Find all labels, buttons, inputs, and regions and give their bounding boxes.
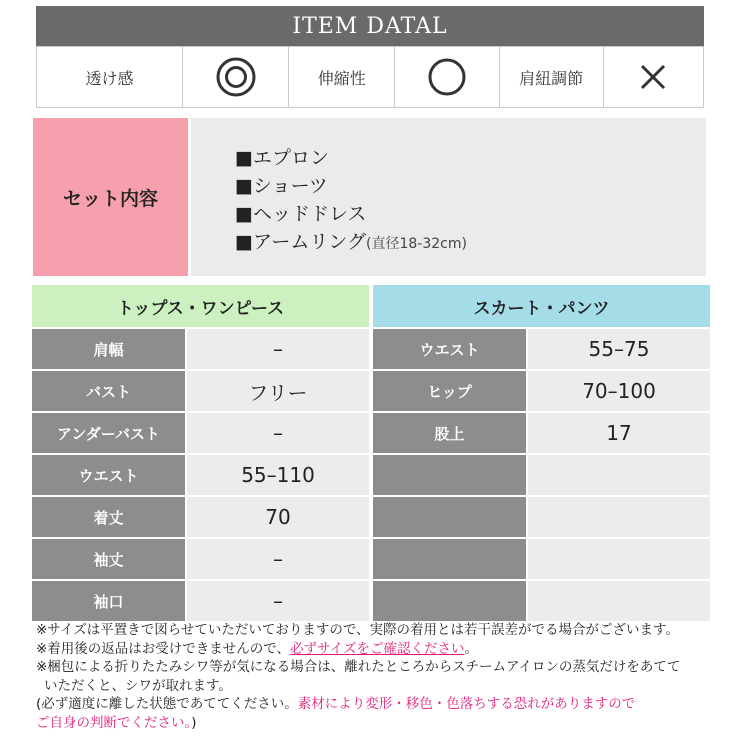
skirt-header: スカート・パンツ [373,285,710,327]
note-close-paren: ) [191,714,197,731]
tops-label-underbust: アンダーバスト [32,413,185,453]
tops-header: トップス・ワンピース [32,285,369,327]
skirt-label-empty [373,497,526,537]
skirt-label-rise: 股上 [373,413,526,453]
skirt-value-empty [528,455,710,495]
set-contents-label: セット内容 [33,118,188,276]
set-contents-list [191,118,706,276]
stretch-label: 伸縮性 [289,47,395,107]
note-wrinkles-cont: いただくと、シワが取れます。 [44,677,232,694]
tops-label-bust: バスト [32,371,185,411]
tops-value-underbust: – [187,413,369,453]
note-judgement [36,714,726,733]
tops-label-shoulder: 肩幅 [32,329,185,369]
set-item-armring-label: ■アームリング [235,231,367,253]
skirt-label-waist: ウエスト [373,329,526,369]
transparency-label: 透け感 [37,47,183,107]
skirt-value-empty [528,539,710,579]
tops-value-length: 70 [187,497,369,537]
tops-value-sleeve-length: – [187,539,369,579]
tops-label-sleeve-length: 袖丈 [32,539,185,579]
skirt-label-empty [373,539,526,579]
skirt-value-hip: 70–100 [528,371,710,411]
note-wrinkles: ※梱包による折りたたみシワ等が気になる場合は、離れたところからスチームアイロンの蒸気だけをあてて [36,659,681,675]
note-judgement-text: ご自身の判断で [36,714,131,731]
note-steam-text: (必ず適度に離した状態であててください。 [36,696,298,712]
cross-icon [604,47,703,107]
tops-value-waist: 55–110 [187,455,369,495]
note-return-text: ※着用後の返品はお受けできませんので、 [36,640,291,657]
tops-value-shoulder: – [187,329,369,369]
tops-value-cuff: – [187,581,369,621]
skirt-value-empty [528,497,710,537]
tops-label-waist: ウエスト [32,455,185,495]
note-measurement: ※サイズは平置きで図らせていただいておりますので、実際の着用とは若干誤差がでる場合がございます。 [36,622,679,638]
set-item-headdress: ■ヘッドドレス [235,203,367,225]
note-material-warning: 素材により変形・移色・色落ちする恐れがありますので [297,696,636,712]
double-circle-icon [183,47,289,107]
armring-size-note: (直径18-32cm) [366,236,467,252]
notes [36,621,726,732]
item-detail-title: ITEM DATAL [36,6,704,46]
set-item-armring [235,228,706,258]
property-row [36,46,704,108]
circle-icon [395,47,499,107]
set-item-apron: ■エプロン [235,147,329,169]
note-confirm-size: 必ずサイズをご確認ください [290,640,465,657]
skirt-value-empty [528,581,710,621]
tops-label-cuff: 袖口 [32,581,185,621]
skirt-label-empty [373,581,526,621]
note-return-end: 。 [464,640,478,657]
tops-label-length: 着丈 [32,497,185,537]
skirt-value-waist: 55–75 [528,329,710,369]
set-item-shorts: ■ショーツ [235,175,328,197]
skirt-label-empty [373,455,526,495]
note-steam [36,695,726,714]
skirt-value-rise: 17 [528,413,710,453]
note-return-policy [36,640,726,659]
tops-value-bust: フリー [187,371,369,411]
note-judgement-end: ください。 [130,714,192,731]
strap-adjust-label: 肩紐調節 [500,47,604,107]
skirt-label-hip: ヒップ [373,371,526,411]
